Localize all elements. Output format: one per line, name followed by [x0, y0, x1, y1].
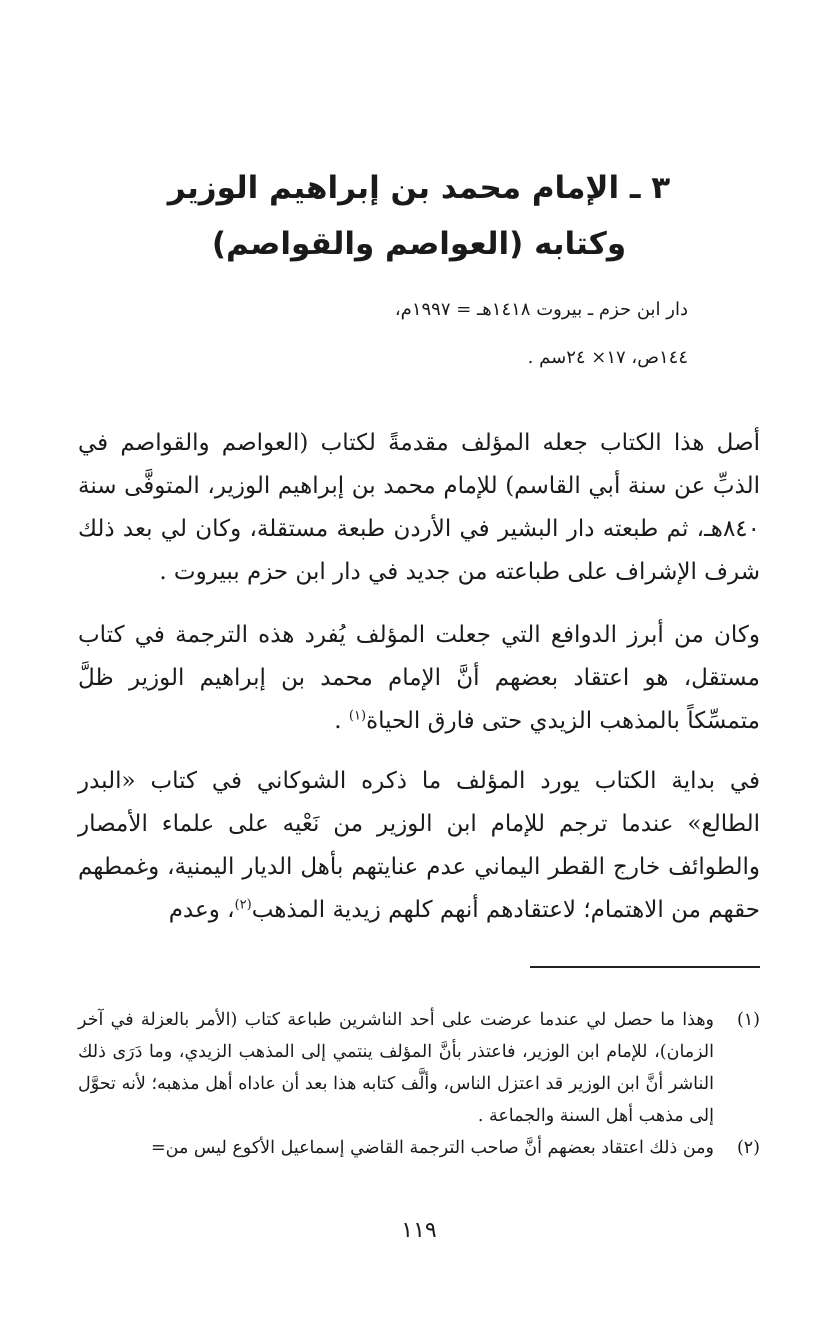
footnote-item	[78, 1132, 760, 1164]
heading-line-1: ٣ ـ الإمام محمد بن إبراهيم الوزير	[167, 170, 671, 206]
paragraph-2-end: .	[334, 708, 349, 734]
heading-line-2: وكتابه (العواصم والقواصم)	[211, 226, 627, 262]
paragraph-2-text: وكان من أبرز الدوافع التي جعلت المؤلف يُفرد هذه الترجمة في كتاب مستقل، هو اعتقاد بعضهم أنَّ الإمام محمد بن إبراهيم الوزير ظلَّ متمسِّكاً بالمذهب الزيدي حتى فارق الحياة	[78, 622, 760, 734]
paragraph-2	[78, 614, 760, 743]
paragraph-1: أصل هذا الكتاب جعله المؤلف مقدمةً لكتاب (العواصم والقواصم في الذبِّ عن سنة أبي القاسم) للإمام محمد بن إبراهيم الوزير، المتوفَّى سنة ٨٤٠هـ، ثم طبعته دار البشير في الأردن طبعة مستقلة، وكان لي بعد ذلك شرف الإشراف على طباعته من جديد في دار ابن حزم ببيروت .	[78, 430, 760, 585]
footnote-ref-1: (١)	[348, 708, 367, 724]
publication-line-1: دار ابن حزم ـ بيروت ١٤١٨هـ = ١٩٩٧م،	[394, 299, 688, 320]
footnote-text: وهذا ما حصل لي عندما عرضت على أحد الناشرين طباعة كتاب (الأمر بالعزلة في آخر الزمان)، للإمام ابن الوزير، فاعتذر بأنَّ المؤلف ينتمي إلى المذهب الزيدي، وما دَرَى ذلك الناشر أنَّ ابن الوزير قد اعتزل الناس، وألَّف كتابه هذا بعد أن عاداه أهل مذهبه؛ لأنه تحوَّل إلى مذهب أهل السنة والجماعة .	[78, 1010, 714, 1126]
footnote-number: (١)	[736, 1010, 760, 1030]
section-heading	[60, 160, 778, 272]
footnote-item	[78, 1004, 760, 1132]
footnote-number: (٢)	[736, 1138, 760, 1158]
paragraph-3	[78, 760, 760, 932]
footnote-separator	[530, 966, 760, 968]
publication-line-2: ١٤٤ص، ١٧× ٢٤سم .	[527, 347, 688, 368]
footnotes	[78, 1004, 760, 1164]
footnote-ref-2: (٢)	[234, 897, 252, 913]
footnote-text: ومن ذلك اعتقاد بعضهم أنَّ صاحب الترجمة القاضي إسماعيل الأكوع ليس من=	[150, 1138, 714, 1158]
paragraph-3-text: في بداية الكتاب يورد المؤلف ما ذكره الشوكاني في كتاب «البدر الطالع» عندما ترجم للإمام ابن الوزير من نَعْيه على علماء الأمصار والطوائف خارج القطر اليماني عدم عنايتهم بأهل الديار اليمنية، وغمطهم حقهم من الاهتمام؛ لاعتقادهم أنهم كلهم زيدية المذهب	[78, 768, 760, 923]
publication-info	[78, 286, 688, 382]
paragraph-3-end: ، وعدم	[168, 897, 235, 923]
page-number: ١١٩	[401, 1218, 437, 1243]
